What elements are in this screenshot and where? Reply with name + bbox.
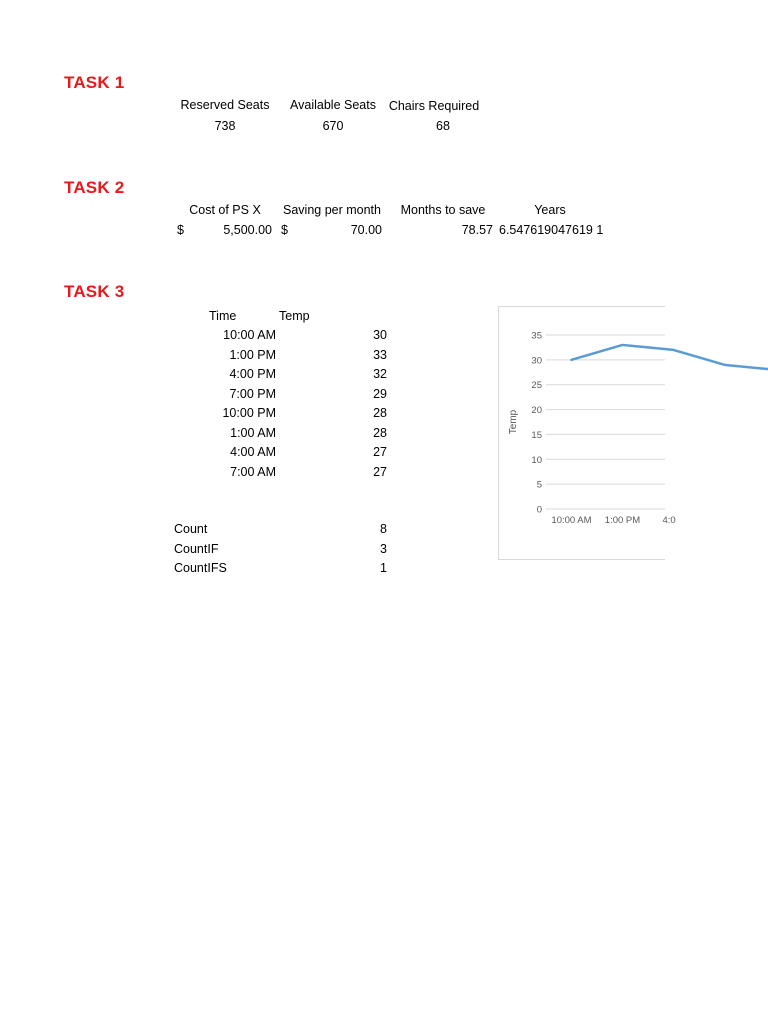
- temp-line-chart[interactable]: [498, 306, 676, 560]
- task2-cost-currency: $: [177, 223, 184, 237]
- task3-time-cell[interactable]: 1:00 PM: [229, 347, 276, 362]
- task1-value-reserved-seats[interactable]: 738: [214, 119, 236, 133]
- task3-temp-cell[interactable]: 27: [373, 445, 387, 459]
- task3-temp-cell[interactable]: 28: [373, 406, 387, 420]
- temp-line-chart-svg: [499, 307, 676, 559]
- task3-title: TASK 3: [64, 282, 125, 301]
- y-tick-label: 20: [531, 405, 542, 417]
- task3-temp-cell[interactable]: 27: [373, 464, 387, 479]
- task3-time-cell[interactable]: 7:00 PM: [229, 386, 276, 401]
- task2-header-cost[interactable]: Cost of PS X: [189, 203, 261, 217]
- y-tick-label: 5: [536, 479, 542, 491]
- task2-header-saving[interactable]: Saving per month: [283, 203, 381, 217]
- task2-saving-value[interactable]: 70.00: [350, 223, 382, 237]
- task1-header-chairs-required[interactable]: Chairs Required: [388, 99, 480, 113]
- task2-saving-currency: $: [281, 223, 288, 237]
- task3-header-temp[interactable]: Temp: [279, 309, 310, 323]
- task3-stat-value[interactable]: 1: [380, 561, 387, 575]
- task3-time-cell[interactable]: 4:00 AM: [230, 445, 276, 459]
- y-tick-label: 30: [531, 355, 542, 367]
- y-tick-label: 25: [531, 380, 542, 392]
- task3-temp-cell[interactable]: 29: [373, 386, 387, 401]
- task3-stat-label[interactable]: CountIFS: [174, 561, 227, 575]
- task1-value-chairs-required[interactable]: 68: [436, 119, 450, 133]
- task3-stat-label[interactable]: Count: [174, 522, 208, 536]
- y-tick-label: 0: [536, 504, 542, 516]
- y-axis-title: Temp: [508, 409, 519, 435]
- task3-time-cell[interactable]: 10:00 PM: [222, 406, 276, 420]
- task3-stat-label[interactable]: CountIF: [174, 541, 219, 556]
- task2-cost-value[interactable]: 5,500.00: [223, 223, 272, 237]
- task1-value-available-seats[interactable]: 670: [322, 119, 344, 133]
- task3-stat-value[interactable]: 3: [380, 541, 387, 556]
- task3-temp-cell[interactable]: 30: [373, 328, 387, 342]
- task3-temp-cell[interactable]: 33: [373, 347, 387, 362]
- task3-time-cell[interactable]: 4:00 PM: [229, 367, 276, 381]
- task1-header-reserved-seats[interactable]: Reserved Seats: [180, 98, 270, 112]
- task1-title: TASK 1: [64, 73, 125, 92]
- x-tick-label: 4:0: [662, 515, 676, 526]
- task2-header-years[interactable]: Years: [534, 203, 566, 217]
- task2-months-value[interactable]: 78.57: [461, 223, 493, 237]
- task3-time-cell[interactable]: 7:00 AM: [230, 464, 276, 479]
- task3-stat-value[interactable]: 8: [380, 522, 387, 536]
- task3-time-cell[interactable]: 10:00 AM: [223, 328, 276, 342]
- y-tick-label: 35: [531, 330, 542, 342]
- task3-temp-cell[interactable]: 32: [373, 367, 387, 381]
- y-tick-label: 15: [531, 429, 542, 441]
- task2-header-months[interactable]: Months to save: [400, 203, 486, 217]
- task1-header-available-seats[interactable]: Available Seats: [290, 98, 376, 112]
- task3-time-cell[interactable]: 1:00 AM: [230, 425, 276, 440]
- task2-title: TASK 2: [64, 178, 125, 197]
- x-tick-label: 1:00 PM: [604, 515, 641, 526]
- y-tick-label: 10: [531, 454, 542, 466]
- task3-temp-cell[interactable]: 28: [373, 425, 387, 440]
- task2-years-value[interactable]: 6.547619047619 1: [499, 223, 604, 237]
- task3-header-time[interactable]: Time: [209, 309, 237, 323]
- x-tick-label: 10:00 AM: [551, 515, 592, 526]
